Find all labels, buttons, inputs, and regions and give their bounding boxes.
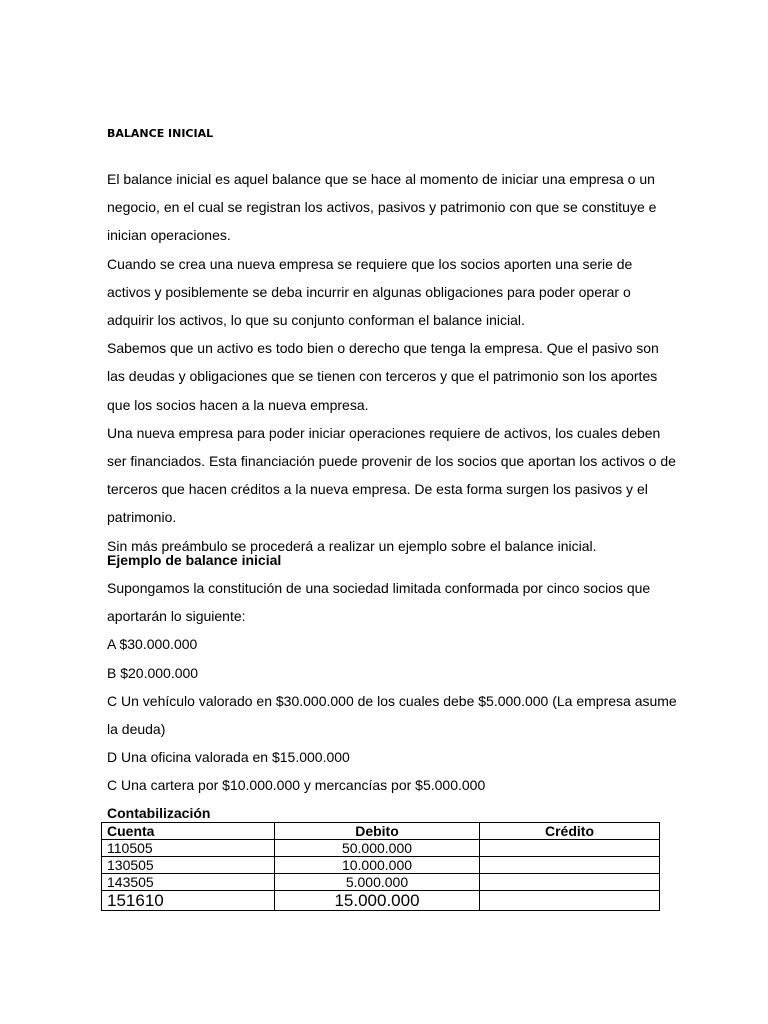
example-line: D Una oficina valorada en $15.000.000 (107, 749, 350, 766)
column-header-credito: Crédito (480, 823, 660, 840)
example-line: A $30.000.000 (107, 636, 198, 653)
example-line: C Una cartera por $10.000.000 y mercancías por $5.000.000 (107, 777, 486, 794)
example-line: Supongamos la constitución de una sociedad limitada conformada por cinco socios que aportarán lo siguiente: (107, 580, 651, 625)
paragraph: Sabemos que un activo es todo bien o derecho que tenga la empresa. Que el pasivo son las deudas y obligaciones que se tienen con terceros y que el patrimonio son los aportes que los socios hacen a la nueva empresa. (107, 340, 659, 413)
column-header-cuenta: Cuenta (102, 823, 275, 840)
column-header-debito: Debito (275, 823, 480, 840)
cell-credito (480, 874, 660, 891)
accounting-heading: Contabilización (107, 805, 211, 821)
table-row (102, 891, 660, 911)
cell-debito: 50.000.000 (275, 840, 480, 857)
cell-credito (480, 857, 660, 874)
ledger-table (101, 822, 660, 911)
table-row (102, 874, 660, 891)
cell-cuenta: 151610 (102, 891, 275, 911)
cell-credito (480, 840, 660, 857)
table-header-row (102, 823, 660, 840)
example-text (107, 574, 677, 800)
example-heading: Ejemplo de balance inicial (107, 552, 282, 568)
paragraph: Una nueva empresa para poder iniciar operaciones requiere de activos, los cuales deben ser financiados. Esta financiación puede provenir de los socios que aportan los activos o de terceros que hacen créditos a la nueva empresa. De esta forma surgen los pasivos y el patrimonio. (107, 424, 676, 526)
table-row (102, 857, 660, 874)
cell-debito: 15.000.000 (275, 891, 480, 911)
paragraph: Sin más preámbulo se procederá a realizar un ejemplo sobre el balance inicial. (107, 537, 597, 554)
paragraph: Cuando se crea una nueva empresa se requiere que los socios aporten una serie de activos y posiblemente se deba incurrir en algunas obligaciones para poder operar o adquirir los activos, lo que su conjunto conforman el balance inicial. (107, 255, 633, 329)
cell-cuenta: 110505 (102, 840, 275, 857)
cell-debito: 10.000.000 (275, 857, 480, 874)
document-heading: BALANCE INICIAL (107, 127, 214, 140)
cell-credito (480, 891, 660, 911)
example-line: B $20.000.000 (107, 664, 199, 681)
table-row (102, 840, 660, 857)
paragraph: El balance inicial es aquel balance que se hace al momento de iniciar una empresa o un negocio, en el cual se registran los activos, pasivos y patrimonio con que se constituye e inician operaciones. (107, 171, 657, 244)
cell-cuenta: 143505 (102, 874, 275, 891)
example-line: C Un vehículo valorado en $30.000.000 de los cuales debe $5.000.000 (La empresa asume la deuda) (107, 692, 677, 738)
cell-debito: 5.000.000 (275, 874, 480, 891)
cell-cuenta: 130505 (102, 857, 275, 874)
intro-text (107, 165, 677, 560)
